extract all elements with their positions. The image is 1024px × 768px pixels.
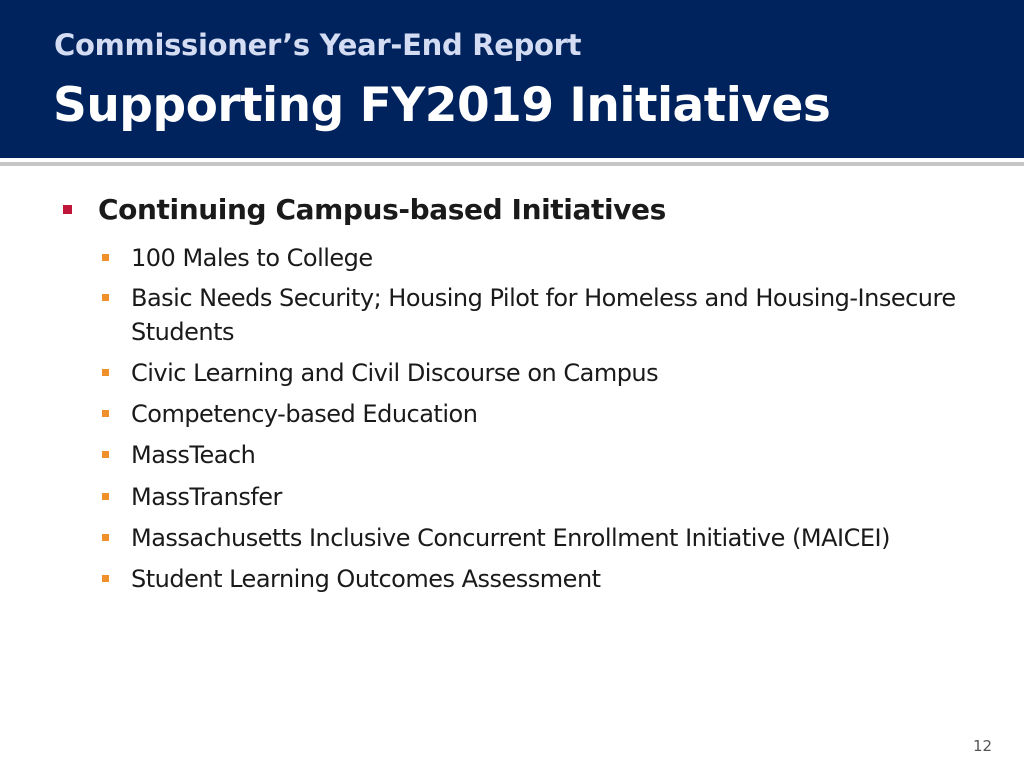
square-bullet-icon bbox=[63, 205, 72, 214]
list-item-text: Basic Needs Security; Housing Pilot for Homeless and Housing-Insecure Students bbox=[131, 284, 956, 346]
list-item bbox=[131, 356, 991, 390]
square-bullet-icon bbox=[102, 369, 109, 376]
list-item bbox=[131, 438, 991, 472]
slide-title: Supporting FY2019 Initiatives bbox=[53, 78, 831, 133]
list-item-text: Student Learning Outcomes Assessment bbox=[131, 565, 601, 593]
list-item bbox=[131, 397, 991, 431]
list-item-text: 100 Males to College bbox=[131, 244, 373, 272]
list-item-text: Competency-based Education bbox=[131, 400, 478, 428]
slide-subtitle: Commissioner’s Year-End Report bbox=[54, 28, 582, 62]
square-bullet-icon bbox=[102, 575, 109, 582]
square-bullet-icon bbox=[102, 451, 109, 458]
slide-header bbox=[0, 0, 1024, 158]
square-bullet-icon bbox=[102, 534, 109, 541]
list-item bbox=[131, 562, 991, 596]
list-item bbox=[131, 521, 991, 555]
page-number: 12 bbox=[973, 737, 993, 755]
list-item-text: MassTeach bbox=[131, 441, 256, 469]
square-bullet-icon bbox=[102, 294, 109, 301]
square-bullet-icon bbox=[102, 410, 109, 417]
list-item bbox=[131, 241, 991, 275]
list-item-text: Civic Learning and Civil Discourse on Campus bbox=[131, 359, 659, 387]
list-item bbox=[131, 281, 991, 349]
square-bullet-icon bbox=[102, 493, 109, 500]
header-divider-gray bbox=[0, 162, 1024, 166]
square-bullet-icon bbox=[102, 254, 109, 261]
list-item-text: Massachusetts Inclusive Concurrent Enrollment Initiative (MAICEI) bbox=[131, 524, 890, 552]
section-heading: Continuing Campus-based Initiatives bbox=[98, 193, 666, 226]
list-item bbox=[131, 480, 991, 514]
list-item-text: MassTransfer bbox=[131, 483, 282, 511]
